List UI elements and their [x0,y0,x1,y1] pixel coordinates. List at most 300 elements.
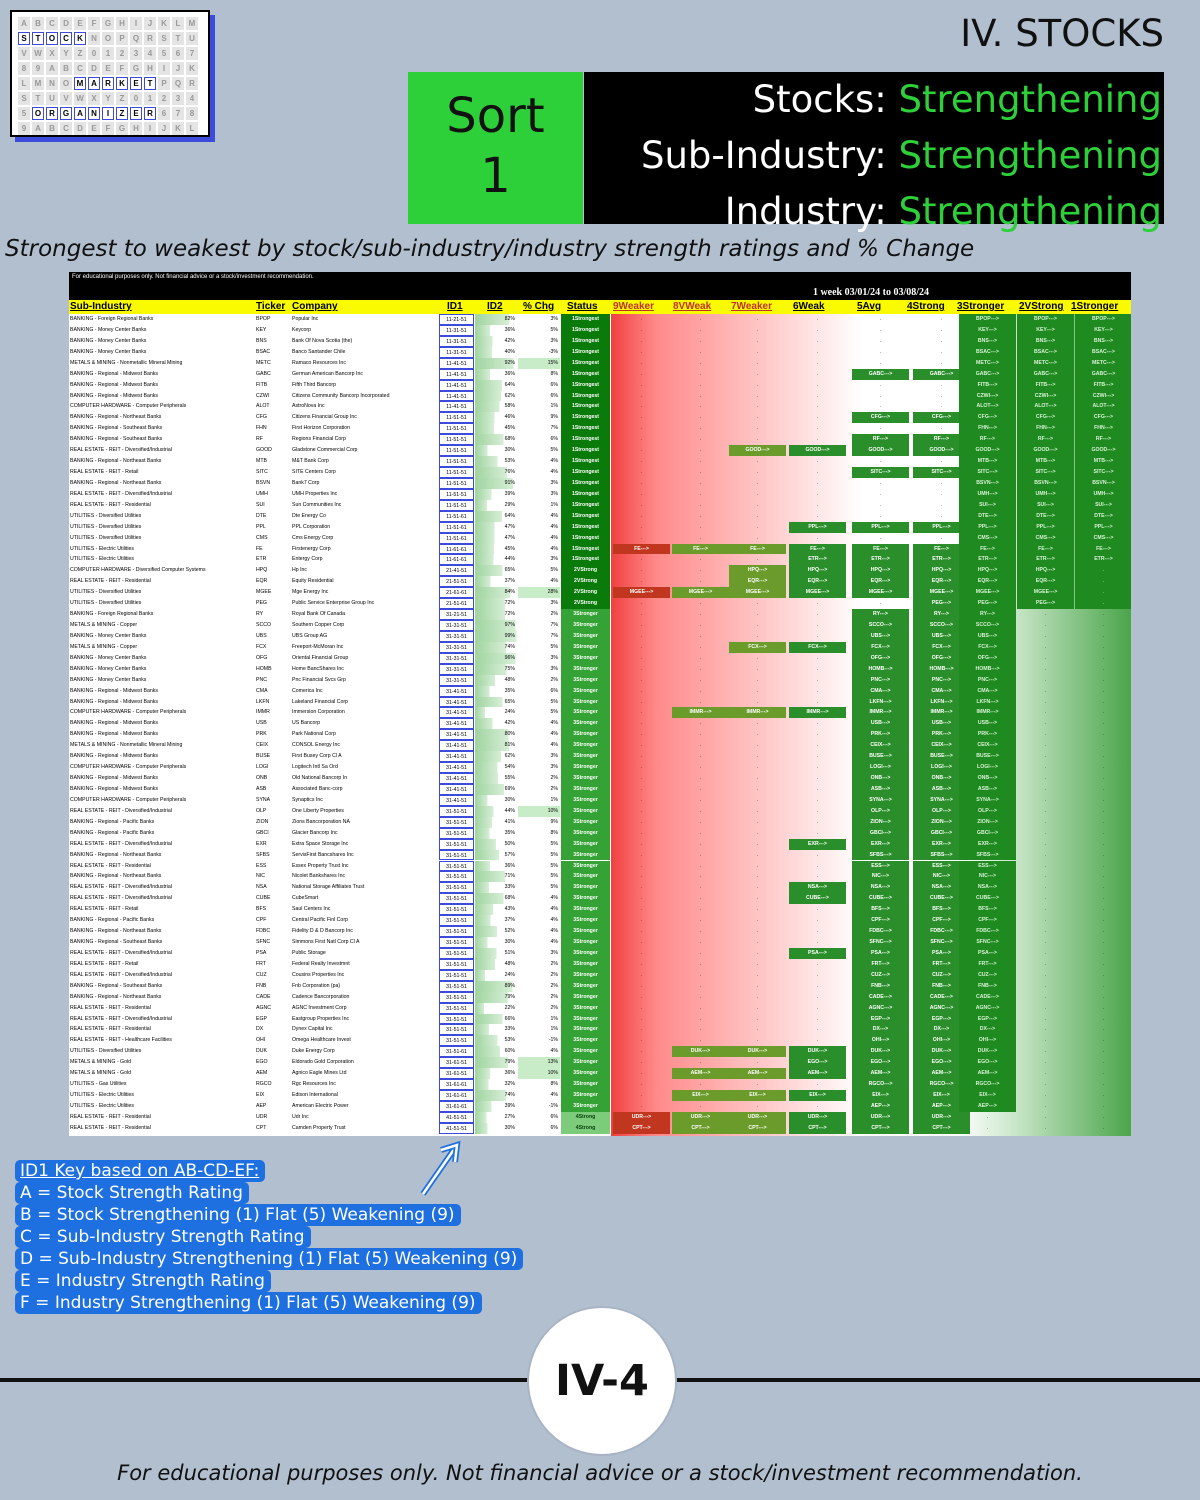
empty-zone-cell: . [699,348,702,355]
table-row[interactable] [69,718,1131,729]
table-row[interactable] [69,598,1131,609]
empty-zone-cell: . [816,512,819,519]
ticker-move-cell: UDR---> [913,1112,970,1123]
empty-zone-cell: . [640,578,643,585]
table-row[interactable] [69,391,1131,402]
ticker-cell: RGCO [256,1081,272,1088]
id2-cell: 48% [475,959,517,970]
ticker-cell: CPT [256,1124,267,1131]
status-cell: 1Strongest [561,533,610,544]
table-row[interactable] [69,729,1131,740]
column-header[interactable]: 9Weaker [613,301,654,312]
ticker-move-cell: EGO---> [959,1057,1016,1068]
table-row[interactable] [69,697,1131,708]
empty-zone-cell: . [640,928,643,935]
id2-cell: 29% [475,500,517,511]
table-row[interactable] [69,915,1131,926]
company-cell: Synaptics Inc [292,796,323,803]
ticker-move-cell: RF---> [1017,434,1074,445]
empty-zone-cell: . [1044,753,1047,760]
sub-industry-cell: BANKING - Regional - Southeast Banks [70,982,163,989]
column-header[interactable]: Status [567,301,598,312]
table-row[interactable] [69,817,1131,828]
id1-cell: 31-31-51 [439,653,474,664]
table-row[interactable] [69,1112,1131,1123]
ticker-cell: RY [256,611,264,618]
ticker-move-cell: DUK---> [672,1046,729,1057]
table-row[interactable] [69,981,1131,992]
table-row[interactable] [69,1014,1131,1025]
empty-zone-cell: . [816,425,819,432]
table-row[interactable] [69,467,1131,478]
empty-zone-cell: . [1102,742,1105,749]
empty-zone-cell: . [940,512,943,519]
ticker-move-cell: CZWI---> [959,391,1016,402]
ticker-cell: SUI [256,501,265,508]
logo-row [18,47,202,60]
ticker-cell: PPL [256,523,266,530]
id2-cell: 79% [475,1057,517,1068]
empty-zone-cell: . [699,523,702,530]
company-cell: Bank7 Corp [292,479,320,486]
id2-cell: 47% [475,533,517,544]
ticker-move-cell: ALOT---> [1075,401,1131,412]
empty-zone-cell: . [1044,862,1047,869]
table-row[interactable] [69,522,1131,533]
table-row[interactable] [69,686,1131,697]
ticker-move-cell: SUI---> [1075,500,1131,511]
ticker-move-cell: CMA---> [959,686,1016,697]
table-row[interactable] [69,1035,1131,1046]
sub-industry-cell: BANKING - Foreign Regional Banks [70,316,154,322]
table-row[interactable] [69,1068,1131,1079]
logo-cell: J [172,62,184,75]
column-header[interactable]: 8VWeak [673,301,712,312]
table-row[interactable] [69,959,1131,970]
column-header[interactable]: ID1 [447,301,463,312]
empty-zone-cell: . [816,676,819,683]
table-row[interactable] [69,380,1131,391]
table-row[interactable] [69,871,1131,882]
column-header[interactable]: 7Weaker [731,301,772,312]
table-row[interactable] [69,806,1131,817]
column-header[interactable]: 5Avg [857,301,882,312]
id2-cell: 79% [475,992,517,1003]
empty-zone-cell: . [816,829,819,836]
empty-zone-cell: . [1075,565,1131,576]
table-row[interactable] [69,751,1131,762]
ticker-move-cell: PPL---> [1017,522,1074,533]
empty-zone-cell: . [640,490,643,497]
column-header[interactable]: 2VStrong [1019,301,1064,312]
id2-cell: 53% [475,1035,517,1046]
company-cell: Zions Bancorporation NA [292,818,350,825]
empty-zone-cell: . [699,939,702,945]
table-row[interactable] [69,1079,1131,1090]
ticker-cell: RF [256,436,263,443]
empty-zone-cell: . [1102,851,1105,858]
id2-cell: 84% [475,587,517,598]
ticker-move-cell: UDR---> [672,1112,729,1123]
table-row[interactable] [69,882,1131,893]
empty-zone-cell: . [640,895,643,902]
ticker-move-cell: HOMB---> [913,664,970,675]
ticker-move-cell: FE---> [672,544,729,555]
ticker-cell: LOGI [256,764,269,771]
id1-cell: 11-51-51 [439,434,474,445]
ticker-move-cell: KEY---> [1075,325,1131,336]
table-row[interactable] [69,861,1131,872]
status-cell: 3Stronger [561,871,610,882]
ticker-move-cell: SFNC---> [959,937,1016,948]
table-row[interactable] [69,850,1131,861]
empty-zone-cell: . [940,326,943,333]
sub-industry-cell: METALS & MINING - Gold [70,1059,132,1066]
column-header[interactable]: 6Weak [793,301,825,312]
empty-zone-cell: . [699,753,702,760]
logo-cell: G [130,62,142,75]
ticker-cell: PNC [256,676,267,683]
table-row[interactable] [69,937,1131,948]
sort-label: Sort [446,88,545,144]
table-row[interactable] [69,609,1131,620]
table-row[interactable] [69,1123,1131,1134]
column-header[interactable]: Ticker [256,301,286,312]
empty-zone-cell: . [756,392,759,399]
ticker-move-cell: ETR---> [1017,554,1074,565]
empty-zone-cell: . [1102,775,1105,782]
table-row[interactable] [69,992,1131,1003]
column-header[interactable]: ID2 [487,301,503,312]
logo-cell: 2 [116,47,128,60]
sub-industry-cell: COMPUTER HARDWARE - Diversified Computer Systems [70,567,206,574]
ticker-move-cell: FE---> [613,544,670,555]
ticker-move-cell: AEP---> [852,1101,909,1112]
table-row[interactable] [69,401,1131,412]
table-row[interactable] [69,970,1131,981]
empty-zone-cell: . [699,742,702,749]
id2-cell: 37% [475,915,517,926]
empty-zone-cell: . [816,742,819,749]
table-row[interactable] [69,642,1131,653]
column-header[interactable]: 4Strong [907,301,945,312]
table-row[interactable] [69,1057,1131,1068]
table-row[interactable] [69,325,1131,336]
empty-zone-cell: . [699,796,702,803]
table-row[interactable] [69,544,1131,555]
table-row[interactable] [69,554,1131,565]
id2-cell: 30% [475,1123,517,1134]
empty-zone-cell: . [756,1015,759,1022]
table-row[interactable] [69,926,1131,937]
sub-industry-cell: BANKING - Money Center Banks [70,632,147,639]
table-row[interactable] [69,784,1131,795]
column-header[interactable]: 3Stronger [957,301,1005,312]
ticker-move-cell: METC---> [959,358,1016,369]
ticker-move-cell: ETR---> [789,554,846,565]
ticker-move-cell: PSA---> [959,948,1016,959]
sub-industry-cell: REAL ESTATE - REIT - Diversified/Industrial [70,807,172,814]
empty-zone-cell: . [640,479,643,486]
table-row[interactable] [69,500,1131,511]
empty-zone-cell: . [699,982,702,989]
logo-cell: 8 [18,62,30,75]
empty-zone-cell: . [1102,895,1105,902]
company-cell: Park National Corp [292,731,336,738]
logo-cell: C [60,32,72,45]
table-row[interactable] [69,948,1131,959]
table-row[interactable] [69,478,1131,489]
table-row[interactable] [69,795,1131,806]
id1-cell: 31-51-51 [439,959,474,970]
table-row[interactable] [69,587,1131,598]
status-cell: 3Stronger [561,718,610,729]
company-cell: Cousins Properties Inc [292,971,345,978]
table-row[interactable] [69,511,1131,522]
table-row[interactable] [69,1003,1131,1014]
table-row[interactable] [69,456,1131,467]
status-cell: 3Stronger [561,642,610,653]
empty-zone-cell: . [1102,1015,1105,1022]
empty-zone-cell: . [816,862,819,869]
empty-zone-cell: . [640,676,643,683]
table-row[interactable] [69,620,1131,631]
column-header[interactable]: % Chg [523,301,555,312]
status-cell: 3Stronger [561,1003,610,1014]
id2-cell: 48% [475,675,517,686]
table-row[interactable] [69,533,1131,544]
table-row[interactable] [69,893,1131,904]
empty-zone-cell: . [640,359,643,366]
status-cell: 3Stronger [561,751,610,762]
table-row[interactable] [69,707,1131,718]
ticker-move-cell: DUK---> [959,1046,1016,1057]
ticker-cell: AEM [256,1070,268,1077]
logo-cell: T [32,32,44,45]
table-row[interactable] [69,675,1131,686]
sub-industry-cell: UTILITIES - Electric Utilities [70,556,134,563]
empty-zone-cell: . [756,611,759,618]
table-row[interactable] [69,664,1131,675]
empty-zone-cell: . [1044,840,1047,847]
status-cell: 1Strongest [561,347,610,358]
table-row[interactable] [69,489,1131,500]
logo-cell: M [32,77,44,90]
logo-cell: E [130,107,142,120]
id1-cell: 31-51-51 [439,992,474,1003]
ticker-move-cell: CPT---> [789,1123,846,1134]
table-row[interactable] [69,445,1131,456]
empty-zone-cell: . [640,851,643,858]
table-row[interactable] [69,828,1131,839]
empty-zone-cell: . [816,414,819,421]
empty-zone-cell: . [699,1081,702,1088]
column-header[interactable]: 1Stronger [1071,301,1119,312]
table-row[interactable] [69,740,1131,751]
table-row[interactable] [69,904,1131,915]
table-row[interactable] [69,1046,1131,1057]
empty-zone-cell: . [640,1004,643,1011]
empty-zone-cell: . [816,1102,819,1109]
id1-cell: 31-51-51 [439,904,474,915]
status-cell: 3Stronger [561,1057,610,1068]
ticker-move-cell: BSAC---> [1017,347,1074,358]
ticker-move-cell: USB---> [913,718,970,729]
ticker-move-cell: GABC---> [913,369,970,380]
ticker-move-cell: UBS---> [959,631,1016,642]
empty-zone-cell: . [640,753,643,760]
ticker-cell: GABC [256,370,271,377]
table-row[interactable] [69,762,1131,773]
sub-industry-cell: BANKING - Money Center Banks [70,665,147,672]
sub-industry-cell: BANKING - Regional - Northeast Banks [70,458,162,465]
empty-zone-cell: . [1102,982,1105,989]
ticker-move-cell: EGO---> [913,1057,970,1068]
pct-change-cell: 10% [518,1068,560,1079]
logo-cell: F [116,62,128,75]
sort-line-industry: Industry: Strengthening [724,190,1162,233]
ticker-move-cell: FITB---> [959,380,1016,391]
company-cell: Sun Communities Inc [292,501,342,508]
ticker-move-cell: GOOD---> [959,445,1016,456]
pct-change-cell: 2% [550,960,558,967]
status-cell: 1Strongest [561,434,610,445]
empty-zone-cell: . [640,370,643,377]
ticker-move-cell: CMA---> [913,686,970,697]
sub-industry-cell: UTILITIES - Diversified Utilities [70,589,142,596]
id1-cell: 41-51-51 [439,1123,474,1134]
ticker-cell: GBCI [256,829,269,836]
table-row[interactable] [69,1101,1131,1112]
sub-industry-cell: METALS & MINING - Gold [70,1070,132,1077]
table-row[interactable] [69,631,1131,642]
pct-change-cell: 2% [550,993,558,1000]
empty-zone-cell: . [816,807,819,814]
ticker-move-cell: SYNA---> [913,795,970,806]
ticker-move-cell: CPF---> [913,915,970,926]
logo-cell: G [116,122,128,135]
empty-zone-cell: . [1044,676,1047,683]
logo-cell: C [46,17,58,30]
pct-change-cell: 3% [550,316,558,322]
table-row[interactable] [69,565,1131,576]
empty-zone-cell: . [1102,611,1105,618]
empty-zone-cell: . [1044,709,1047,716]
empty-zone-cell: . [1044,1059,1047,1066]
table-row[interactable] [69,1024,1131,1035]
logo-row [18,32,202,45]
company-cell: First Busey Corp Cl A [292,753,342,760]
empty-zone-cell: . [699,469,702,476]
id1-cell: 31-31-51 [439,620,474,631]
id1-cell: 31-61-61 [439,1101,474,1112]
id1-cell: 31-51-51 [439,893,474,904]
empty-zone-cell: . [699,1026,702,1033]
empty-zone-cell: . [640,403,643,410]
table-row[interactable] [69,839,1131,850]
company-cell: UBS Group AG [292,632,328,639]
ticker-cell: ESS [256,862,267,869]
column-header[interactable]: Sub-Industry [70,301,132,312]
ticker-cell: UBS [256,632,267,639]
table-row[interactable] [69,576,1131,587]
ticker-move-cell: CPT---> [913,1123,970,1134]
ticker-cell: SFNC [256,939,271,945]
id2-cell: 41% [475,817,517,828]
ticker-move-cell: CPF---> [959,915,1016,926]
company-cell: Udr Inc [292,1113,309,1120]
ticker-move-cell: FNB---> [959,981,1016,992]
table-row[interactable] [69,369,1131,380]
ticker-move-cell: CADE---> [852,992,909,1003]
empty-zone-cell: . [699,884,702,891]
sub-industry-cell: METALS & MINING - Copper [70,643,138,650]
column-header[interactable]: Company [292,301,338,312]
sub-industry-cell: BANKING - Regional - Midwest Banks [70,753,158,760]
status-cell: 3Stronger [561,850,610,861]
sub-industry-cell: BANKING - Money Center Banks [70,348,147,355]
empty-zone-cell: . [756,742,759,749]
ticker-move-cell: HPQ---> [729,565,786,576]
table-row[interactable] [69,1090,1131,1101]
empty-zone-cell: . [756,687,759,694]
empty-zone-cell: . [699,895,702,902]
empty-zone-cell: . [1102,709,1105,716]
status-cell: 1Strongest [561,467,610,478]
logo-row [18,122,202,135]
ticker-move-cell: GBCI---> [913,828,970,839]
ticker-move-cell: MTB---> [959,456,1016,467]
ticker-move-cell: CADE---> [913,992,970,1003]
logo-cell: 2 [158,92,170,105]
empty-zone-cell: . [640,611,643,618]
ticker-cell: CMS [256,534,268,541]
status-cell: 3Stronger [561,1090,610,1101]
pct-change-cell: 4% [550,720,558,727]
table-row[interactable] [69,773,1131,784]
ticker-move-cell: UMH---> [1075,489,1131,500]
empty-zone-cell: . [816,971,819,978]
table-row[interactable] [69,412,1131,423]
table-row[interactable] [69,423,1131,434]
id1-cell: 31-41-51 [439,697,474,708]
company-cell: Simmons First Natl Corp Cl A [292,939,360,945]
logo-cell: I [130,17,142,30]
table-row[interactable] [69,314,1131,325]
id1-cell: 11-51-51 [439,423,474,434]
table-row[interactable] [69,347,1131,358]
ticker-move-cell: FDBC---> [852,926,909,937]
ticker-move-cell: ZION---> [913,817,970,828]
table-row[interactable] [69,434,1131,445]
ticker-move-cell: GABC---> [1075,369,1131,380]
id2-cell: 39% [475,489,517,500]
ticker-move-cell: DUK---> [729,1046,786,1057]
id2-cell: 32% [475,1079,517,1090]
ticker-move-cell: NIC---> [959,871,1016,882]
ticker-move-cell: CUZ---> [852,970,909,981]
logo-cell: A [18,17,30,30]
empty-zone-cell: . [816,458,819,465]
ticker-move-cell: UBS---> [913,631,970,642]
table-row[interactable] [69,358,1131,369]
table-row[interactable] [69,653,1131,664]
ticker-move-cell: PNC---> [913,675,970,686]
table-row[interactable] [69,336,1131,347]
pct-change-cell: 3% [550,654,558,661]
id1-cell: 31-51-51 [439,915,474,926]
empty-zone-cell: . [1044,818,1047,825]
